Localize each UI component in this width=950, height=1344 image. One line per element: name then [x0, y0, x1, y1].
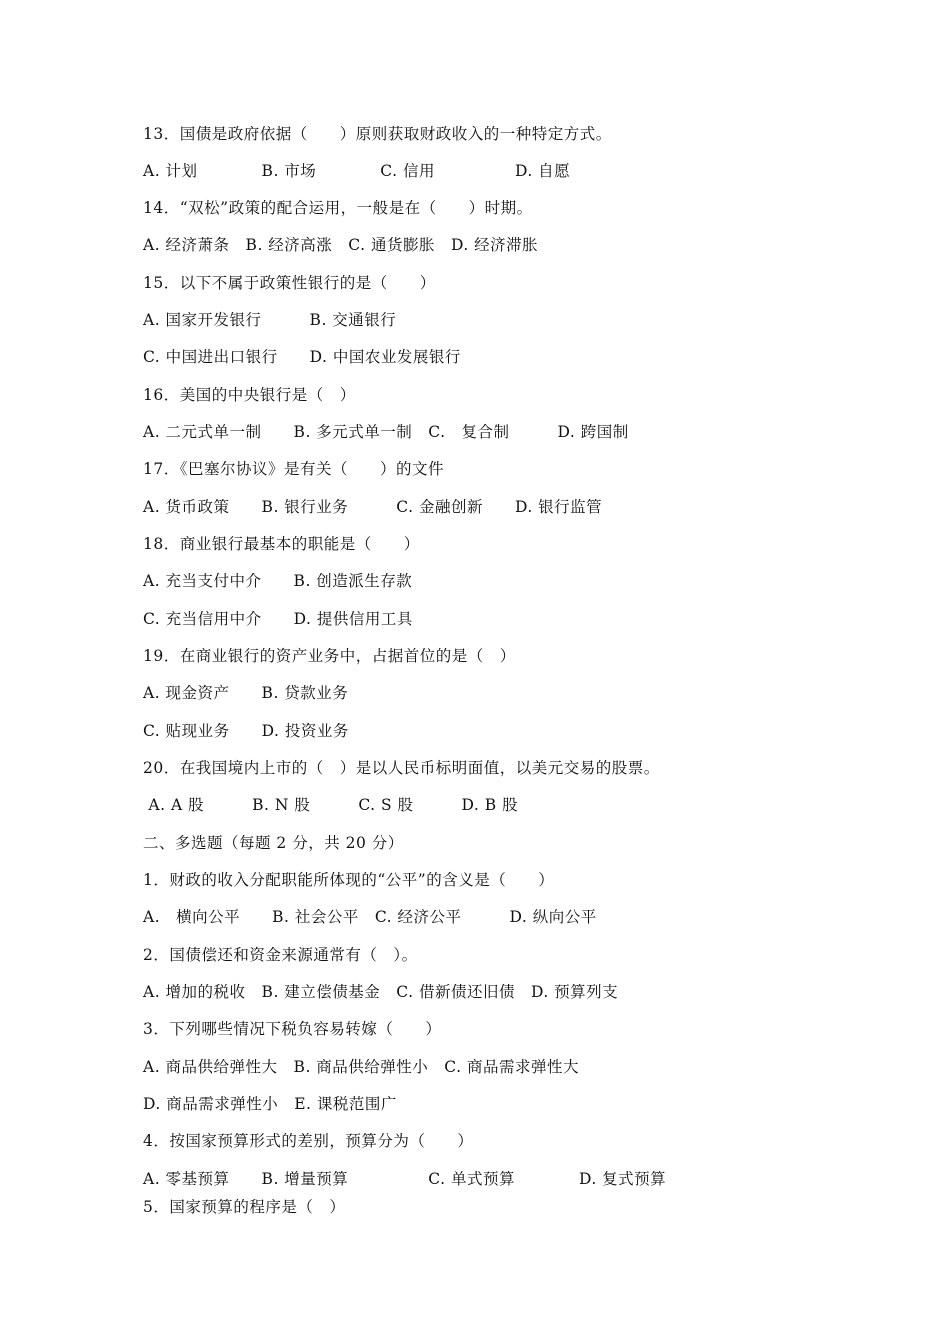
multi-question-4: 4．按国家预算形式的差别，预算分为（ ） [143, 1132, 474, 1150]
question-14: 14．“双松”政策的配合运用，一般是在（ ）时期。 [143, 199, 533, 217]
question-18-options-2: C. 充当信用中介 D. 提供信用工具 [143, 610, 413, 628]
question-18-options-1: A. 充当支付中介 B. 创造派生存款 [143, 572, 413, 590]
multi-question-1: 1．财政的收入分配职能所体现的“公平”的含义是（ ） [143, 871, 555, 889]
question-20-options: A. A 股 B. N 股 C. S 股 D. B 股 [143, 796, 519, 814]
section-heading-multi-choice: 二、多选题（每题 2 分，共 20 分） [143, 834, 404, 852]
question-15-options-2: C. 中国进出口银行 D. 中国农业发展银行 [143, 348, 461, 366]
multi-question-2-options: A. 增加的税收 B. 建立偿债基金 C. 借新债还旧债 D. 预算列支 [143, 983, 619, 1001]
multi-question-3-options-2: D. 商品需求弹性小 E. 课税范围广 [143, 1095, 397, 1113]
question-14-options: A. 经济萧条 B. 经济高涨 C. 通货膨胀 D. 经济滞胀 [143, 236, 539, 254]
question-19: 19．在商业银行的资产业务中，占据首位的是（ ） [143, 647, 516, 665]
question-16-options: A. 二元式单一制 B. 多元式单一制 C. 复合制 D. 跨国制 [143, 423, 629, 441]
question-20: 20．在我国境内上市的（ ）是以人民币标明面值，以美元交易的股票。 [143, 759, 660, 777]
multi-question-1-options: A. 横向公平 B. 社会公平 C. 经济公平 D. 纵向公平 [143, 908, 597, 926]
multi-question-4-options: A. 零基预算 B. 增量预算 C. 单式预算 D. 复式预算 [143, 1170, 667, 1188]
multi-question-3-options-1: A. 商品供给弹性大 B. 商品供给弹性小 C. 商品需求弹性大 [143, 1058, 579, 1076]
question-15: 15．以下不属于政策性银行的是（ ） [143, 274, 436, 292]
question-18: 18．商业银行最基本的职能是（ ） [143, 535, 420, 553]
multi-question-5: 5．国家预算的程序是（ ） [143, 1198, 346, 1216]
question-13: 13．国债是政府依据（ ）原则获取财政收入的一种特定方式。 [143, 125, 612, 143]
multi-question-3: 3．下列哪些情况下税负容易转嫁（ ） [143, 1020, 442, 1038]
question-17-options: A. 货币政策 B. 银行业务 C. 金融创新 D. 银行监管 [143, 498, 603, 516]
question-16: 16．美国的中央银行是（ ） [143, 386, 356, 404]
question-15-options-1: A. 国家开发银行 B. 交通银行 [143, 311, 397, 329]
question-19-options-2: C. 贴现业务 D. 投资业务 [143, 722, 349, 740]
question-17: 17．《巴塞尔协议》是有关（ ）的文件 [143, 460, 444, 478]
question-13-options: A. 计划 B. 市场 C. 信用 D. 自愿 [143, 162, 571, 180]
question-19-options-1: A. 现金资产 B. 贷款业务 [143, 684, 349, 702]
multi-question-2: 2．国债偿还和资金来源通常有（ ）。 [143, 946, 418, 964]
